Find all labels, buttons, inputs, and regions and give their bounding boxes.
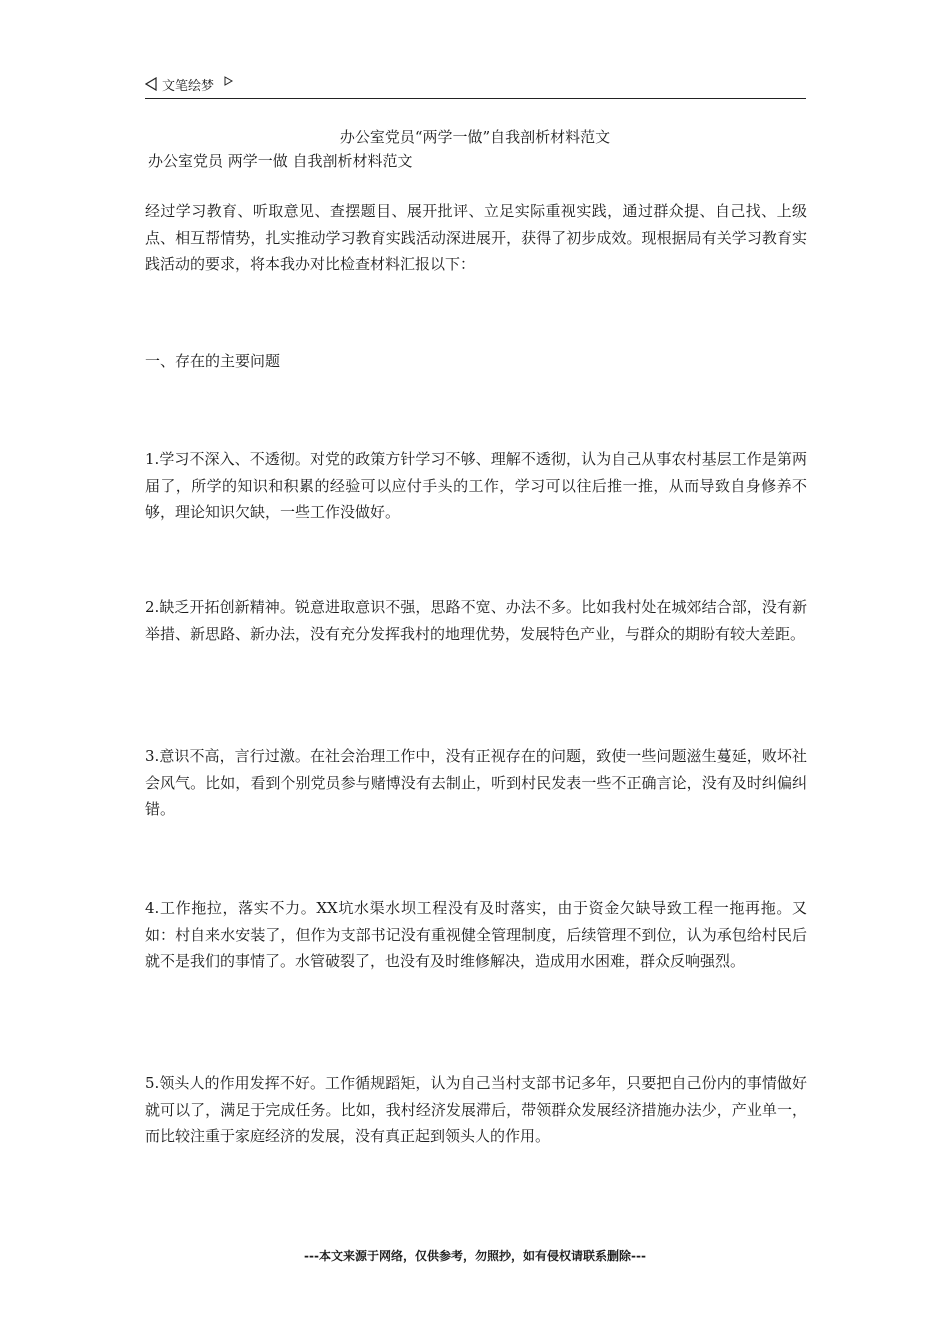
section-heading: 一、存在的主要问题: [145, 352, 281, 370]
intro-paragraph: 经过学习教育、听取意见、查摆题目、展开批评、立足实际重视实践，通过群众提、自己找、上级点、相互帮情势，扎实推动学习教育实践活动深进展开，获得了初步成效。现根据局有关学习教育实践活动的要求，将本我办对比检查材料汇报以下：: [145, 202, 807, 273]
page-header: [145, 74, 806, 99]
triangle-right-icon: [224, 76, 233, 86]
list-item: 5.领头人的作用发挥不好。工作循规蹈矩，认为自己当村支部书记多年，只要把自己份内的事情做好就可以了，满足于完成任务。比如，我村经济发展滞后，带领群众发展经济措施办法少，产业单一，而比较注重于家庭经济的发展，没有真正起到领头人的作用。: [145, 1074, 807, 1145]
list-item: 4.工作拖拉，落实不力。XX坑水渠水坝工程没有及时落实，由于资金欠缺导致工程一拖再拖。又如：村自来水安装了，但作为支部书记没有重视健全管理制度，后续管理不到位，认为承包给村民后就不是我们的事情了。水管破裂了，也没有及时维修解决，造成用水困难，群众反响强烈。: [145, 899, 807, 970]
brand-name: 文笔绘梦: [162, 78, 215, 94]
list-item: 3.意识不高，言行过激。在社会治理工作中，没有正视存在的问题，致使一些问题滋生蔓延，败坏社会风气。比如，看到个别党员参与赌博没有去制止，听到村民发表一些不正确言论，没有及时纠偏纠错。: [145, 747, 807, 818]
footer-notice: ---本文来源于网络，仅供参考，勿照抄，如有侵权请联系删除---: [304, 1249, 646, 1263]
list-item: 1.学习不深入、不透彻。对党的政策方针学习不够、理解不透彻，认为自己从事农村基层工作是第两届了，所学的知识和积累的经验可以应付手头的工作，学习可以往后推一推，从而导致自身修养不够，理论知识欠缺，一些工作没做好。: [145, 450, 807, 521]
brand-logo: [145, 74, 233, 94]
list-item: 2.缺乏开拓创新精神。锐意进取意识不强，思路不宽、办法不多。比如我村处在城郊结合部，没有新举措、新思路、新办法，没有充分发挥我村的地理优势，发展特色产业，与群众的期盼有较大差距。: [145, 598, 807, 643]
document-title: 办公室党员“两学一做”自我剖析材料范文: [339, 128, 611, 146]
triangle-left-icon: [145, 77, 157, 91]
document-subtitle: 办公室党员 两学一做 自我剖析材料范文: [148, 152, 413, 170]
